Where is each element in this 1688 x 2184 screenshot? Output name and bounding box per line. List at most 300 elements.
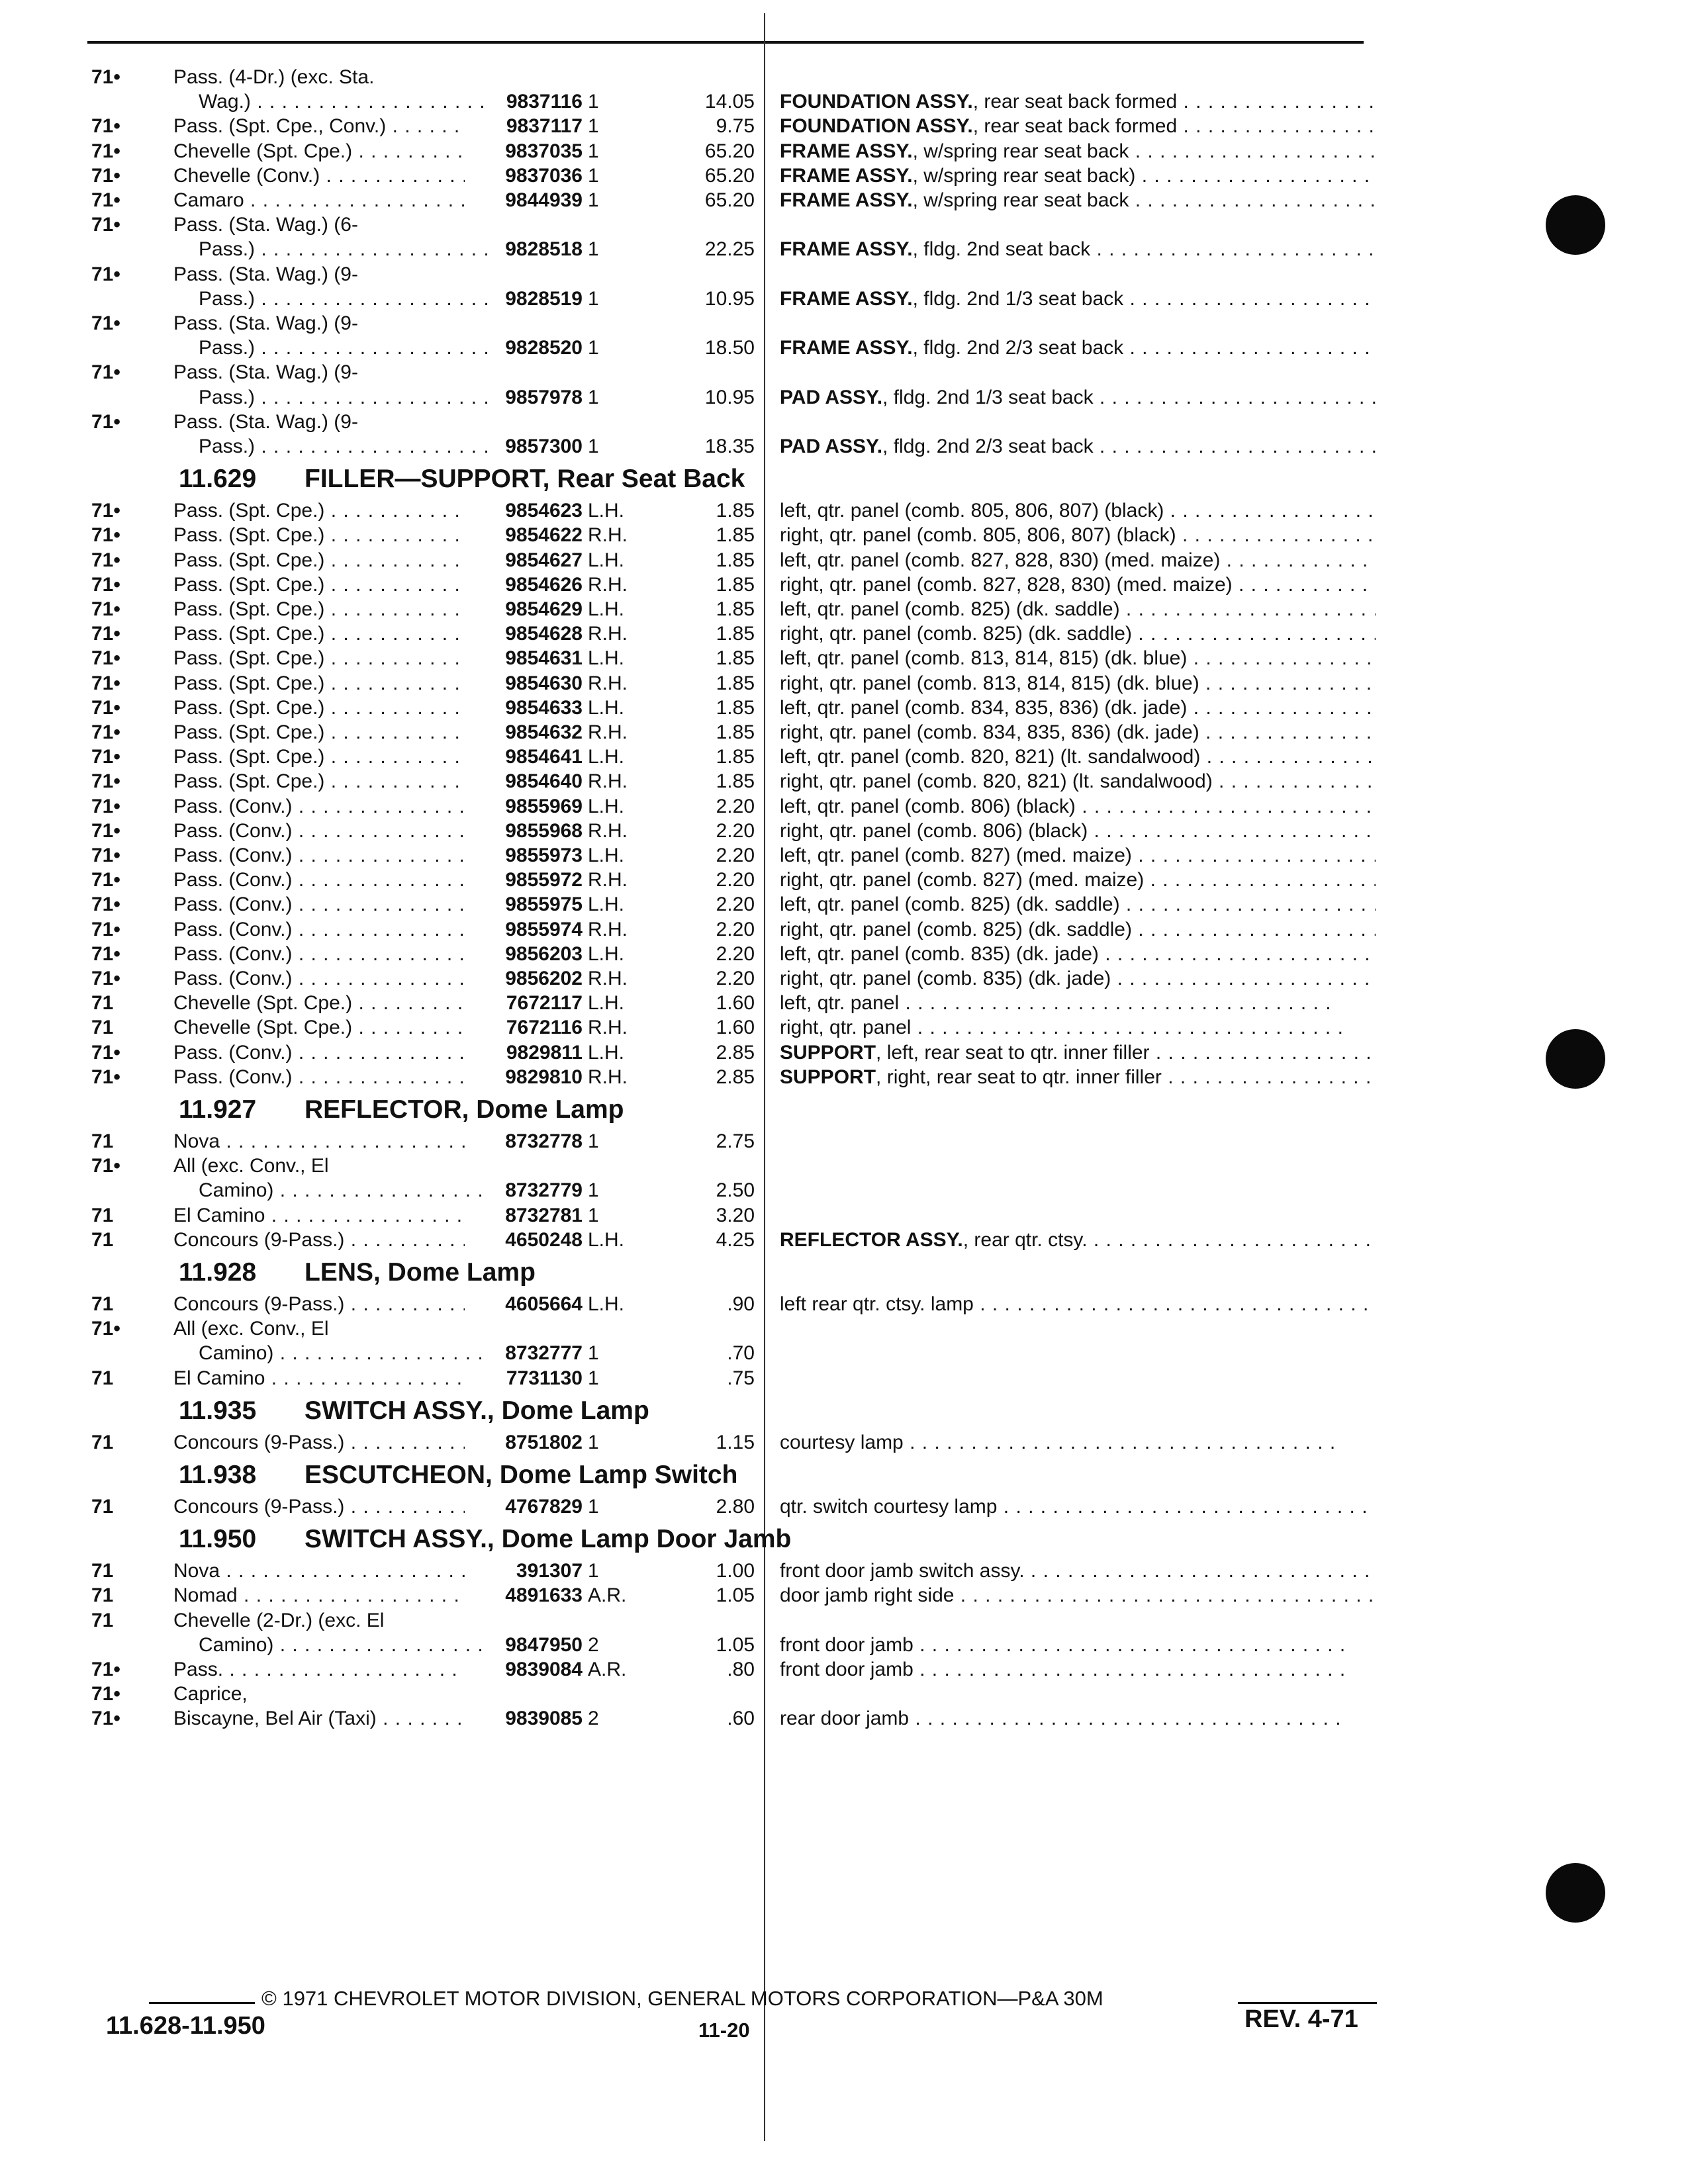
quantity: 1 xyxy=(588,164,599,187)
part-row xyxy=(0,1706,1390,1731)
description xyxy=(780,671,1376,696)
description xyxy=(780,1040,1376,1066)
description-text: right, qtr. panel (comb. 835) (dk. jade) xyxy=(780,968,1111,989)
part-row xyxy=(0,1203,1390,1228)
description xyxy=(780,434,1376,459)
description xyxy=(780,1657,1376,1682)
application: Nomad . . . xyxy=(173,1583,465,1608)
part-row xyxy=(0,434,1390,459)
part-row xyxy=(0,1228,1390,1253)
description xyxy=(780,696,1376,721)
part-number: 9855969 xyxy=(505,795,583,817)
description xyxy=(780,498,1376,523)
description-bold: FRAME ASSY. xyxy=(780,337,913,359)
model-year: 71• xyxy=(91,623,120,645)
model-year: 71• xyxy=(91,770,120,793)
part-number: 9855975 xyxy=(505,893,583,916)
model-year: 71• xyxy=(91,66,120,88)
description-bold: SUPPORT xyxy=(780,1041,876,1064)
application: Camino) . . . xyxy=(199,1341,490,1366)
model-year: 71• xyxy=(91,1318,120,1340)
price: 1.85 xyxy=(716,598,755,620)
quantity: 2 xyxy=(588,1633,599,1656)
part-row xyxy=(0,1608,1390,1633)
price: .70 xyxy=(727,1342,755,1365)
application: Pass. (Conv.) . . . xyxy=(173,917,465,942)
model-year: 71• xyxy=(91,410,120,433)
part-number: 391307 xyxy=(516,1560,583,1582)
section-number: 11.927 xyxy=(179,1095,257,1124)
part-row xyxy=(0,892,1390,917)
part-number: 9854622 xyxy=(505,524,583,547)
application: Pass. (Spt. Cpe.) . . . xyxy=(173,621,465,647)
application: Pass. (Conv.) . . . xyxy=(173,843,465,868)
section-header xyxy=(179,1256,536,1289)
application: Chevelle (2-Dr.) (exc. El xyxy=(173,1609,385,1631)
application: Pass.) . . . xyxy=(199,434,490,459)
application: Pass. (Sta. Wag.) (9- xyxy=(173,312,358,334)
quantity: L.H. xyxy=(588,844,625,866)
part-number: 9855968 xyxy=(505,819,583,842)
quantity: 1 xyxy=(588,1342,599,1365)
part-row xyxy=(0,237,1390,262)
price: 2.20 xyxy=(716,942,755,965)
price: 2.20 xyxy=(716,819,755,842)
part-number: 9854629 xyxy=(505,598,583,620)
price: 1.85 xyxy=(716,721,755,743)
model-year: 71 xyxy=(91,1431,114,1453)
description-text: left, qtr. panel (comb. 825) (dk. saddle) xyxy=(780,598,1120,620)
description-text: front door jamb xyxy=(780,1659,914,1680)
application: Pass. (Spt. Cpe.) . . . xyxy=(173,646,465,671)
price: 10.95 xyxy=(704,287,755,310)
application: Wag.) . . . xyxy=(199,89,490,114)
part-row xyxy=(0,139,1390,164)
description xyxy=(780,646,1376,671)
part-number: 8732781 xyxy=(505,1204,583,1226)
quantity: L.H. xyxy=(588,1228,625,1251)
part-number: 9854640 xyxy=(505,770,583,793)
part-number: 9854626 xyxy=(505,573,583,596)
part-row xyxy=(0,1316,1390,1342)
description xyxy=(780,114,1376,139)
part-row xyxy=(0,212,1390,238)
description-bold: FRAME ASSY. xyxy=(780,238,913,261)
part-row xyxy=(0,523,1390,548)
description xyxy=(780,572,1376,598)
model-year: 71• xyxy=(91,263,120,285)
section-title: SWITCH ASSY., Dome Lamp Door Jamb xyxy=(305,1525,792,1554)
application: Pass. (Spt. Cpe.) . . . xyxy=(173,523,465,548)
part-row xyxy=(0,917,1390,942)
description-text: , left, rear seat to qtr. inner filler xyxy=(876,1041,1150,1064)
price: 1.85 xyxy=(716,770,755,793)
model-year: 71• xyxy=(91,189,120,211)
model-year: 71• xyxy=(91,819,120,842)
quantity: R.H. xyxy=(588,721,628,743)
part-row xyxy=(0,597,1390,622)
description xyxy=(780,523,1376,548)
description xyxy=(780,819,1376,844)
application: El Camino . . . xyxy=(173,1203,465,1228)
part-row xyxy=(0,1129,1390,1154)
part-number: 4605664 xyxy=(505,1293,583,1315)
quantity: 1 xyxy=(588,238,599,261)
part-number: 7731130 xyxy=(506,1367,583,1389)
application: Nova . . . xyxy=(173,1129,465,1154)
quantity: L.H. xyxy=(588,795,625,817)
description xyxy=(780,1015,1376,1040)
quantity: L.H. xyxy=(588,942,625,965)
description-text: left, qtr. panel (comb. 827) (med. maize) xyxy=(780,844,1132,866)
quantity: L.H. xyxy=(588,992,625,1015)
quantity: 1 xyxy=(588,1496,599,1518)
price: 2.80 xyxy=(716,1496,755,1518)
application: Biscayne, Bel Air (Taxi) . . . xyxy=(173,1706,465,1731)
part-row xyxy=(0,1366,1390,1391)
description-text: left, qtr. panel (comb. 827, 828, 830) (med. maize) xyxy=(780,549,1221,571)
description-text: left, qtr. panel (comb. 813, 814, 815) (dk. blue) xyxy=(780,647,1188,670)
application: Pass. (Spt. Cpe.) . . . xyxy=(173,769,465,794)
quantity: 1 xyxy=(588,1560,599,1582)
description xyxy=(780,139,1376,164)
quantity: 1 xyxy=(588,1367,599,1389)
application: Pass. (Conv.) . . . xyxy=(173,1040,465,1066)
price: 2.50 xyxy=(716,1179,755,1202)
application: Pass. (Conv.) . . . xyxy=(173,892,465,917)
quantity: 1 xyxy=(588,115,599,138)
price: 22.25 xyxy=(704,238,755,261)
description-text: left, qtr. panel (comb. 825) (dk. saddle) xyxy=(780,893,1120,916)
part-row xyxy=(0,621,1390,647)
application: Pass. (Conv.) . . . xyxy=(173,794,465,819)
description xyxy=(780,966,1376,991)
model-year: 71• xyxy=(91,968,120,989)
description-text: left rear qtr. ctsy. lamp xyxy=(780,1293,974,1315)
section-header xyxy=(179,1394,649,1428)
application: Chevelle (Conv.) . . . xyxy=(173,163,465,189)
description xyxy=(780,237,1376,262)
application: Pass. (Sta. Wag.) (9- xyxy=(173,410,358,433)
price: .75 xyxy=(727,1367,755,1389)
page-range: 11.628-11.950 xyxy=(106,2012,265,2040)
part-row xyxy=(0,991,1390,1016)
part-number: 9829811 xyxy=(506,1041,583,1064)
model-year: 71 xyxy=(91,1560,114,1582)
part-number: 4891633 xyxy=(505,1584,583,1607)
description-text: right, qtr. panel xyxy=(780,1017,912,1039)
application: All (exc. Conv., El xyxy=(173,1318,329,1340)
description-text: , fldg. 2nd 2/3 seat back xyxy=(882,435,1094,457)
description-text: left, qtr. panel (comb. 805, 806, 807) (black) xyxy=(780,500,1164,522)
price: 10.95 xyxy=(704,386,755,408)
part-row xyxy=(0,360,1390,385)
part-number: 9837035 xyxy=(505,140,583,162)
part-number: 9854630 xyxy=(505,672,583,694)
price: 1.85 xyxy=(716,573,755,596)
quantity: L.H. xyxy=(588,647,625,670)
application: Pass.) . . . xyxy=(199,385,490,410)
quantity: A.R. xyxy=(588,1584,627,1607)
price: 1.00 xyxy=(716,1560,755,1582)
application: Pass. (Sta. Wag.) (9- xyxy=(173,361,358,384)
description-text: qtr. switch courtesy lamp xyxy=(780,1496,998,1518)
description-text: , rear seat back formed xyxy=(972,91,1178,113)
description-bold: FRAME ASSY. xyxy=(780,189,913,211)
quantity: R.H. xyxy=(588,1066,628,1088)
description-text: right, qtr. panel (comb. 825) (dk. saddle) xyxy=(780,918,1132,940)
part-row xyxy=(0,1633,1390,1658)
model-year: 71• xyxy=(91,893,120,916)
part-row xyxy=(0,769,1390,794)
description-text: , w/spring rear seat back xyxy=(912,189,1129,211)
part-number: 9837116 xyxy=(506,91,583,113)
part-row xyxy=(0,671,1390,696)
description-text: right, qtr. panel (comb. 805, 806, 807) (black) xyxy=(780,524,1176,547)
part-row xyxy=(0,745,1390,770)
part-row xyxy=(0,1430,1390,1455)
model-year: 71• xyxy=(91,869,120,891)
quantity: 1 xyxy=(588,1204,599,1226)
model-year: 71• xyxy=(91,1066,120,1088)
price: 2.20 xyxy=(716,869,755,891)
quantity: R.H. xyxy=(588,623,628,645)
price: 1.85 xyxy=(716,746,755,768)
quantity: 1 xyxy=(588,435,599,457)
price: .90 xyxy=(727,1293,755,1315)
model-year: 71 xyxy=(91,1367,114,1389)
price: 1.60 xyxy=(716,1017,755,1039)
model-year: 71• xyxy=(91,844,120,866)
binder-hole-top xyxy=(1546,195,1605,255)
part-number: 8751802 xyxy=(505,1431,583,1453)
description xyxy=(780,1430,1376,1455)
section-title: FILLER—SUPPORT, Rear Seat Back xyxy=(305,465,745,494)
part-row xyxy=(0,868,1390,893)
description-text: , fldg. 2nd 1/3 seat back xyxy=(882,386,1094,408)
application: Pass. (Spt. Cpe.) . . . xyxy=(173,720,465,745)
description xyxy=(780,1583,1376,1608)
model-year: 71 xyxy=(91,1204,114,1226)
description xyxy=(780,548,1376,573)
description-text: , rear qtr. ctsy. xyxy=(962,1228,1088,1251)
price: 2.20 xyxy=(716,795,755,817)
footer-rule-left xyxy=(149,2002,255,2004)
part-row xyxy=(0,385,1390,410)
description-text: front door jamb switch assy. xyxy=(780,1560,1025,1582)
price: .60 xyxy=(727,1707,755,1730)
application: Pass. (Conv.) . . . xyxy=(173,819,465,844)
revision-label: REV. 4-71 xyxy=(1244,2005,1358,2033)
application: Chevelle (Spt. Cpe.) . . . xyxy=(173,1015,465,1040)
model-year: 71 xyxy=(91,1017,114,1039)
description-bold: FRAME ASSY. xyxy=(780,140,913,162)
page-number: 11-20 xyxy=(698,2019,750,2042)
section-title: REFLECTOR, Dome Lamp xyxy=(305,1095,624,1124)
description-bold: REFLECTOR ASSY. xyxy=(780,1228,963,1251)
part-row xyxy=(0,548,1390,573)
price: 2.20 xyxy=(716,893,755,916)
model-year: 71• xyxy=(91,140,120,162)
description xyxy=(780,892,1376,917)
description xyxy=(780,942,1376,967)
description-text: left, qtr. panel (comb. 835) (dk. jade) xyxy=(780,942,1099,965)
application: Pass. (Sta. Wag.) (9- xyxy=(173,263,358,285)
part-row xyxy=(0,311,1390,336)
quantity: L.H. xyxy=(588,696,625,719)
price: 2.20 xyxy=(716,918,755,940)
binder-hole-bottom xyxy=(1546,1863,1605,1923)
application: Chevelle (Spt. Cpe.) . . . xyxy=(173,139,465,164)
model-year: 71• xyxy=(91,647,120,670)
part-number: 9828518 xyxy=(505,238,583,261)
part-number: 9854627 xyxy=(505,549,583,571)
quantity: A.R. xyxy=(588,1659,627,1680)
section-title: LENS, Dome Lamp xyxy=(305,1258,536,1287)
model-year: 71• xyxy=(91,598,120,620)
model-year: 71• xyxy=(91,361,120,384)
description-text: right, qtr. panel (comb. 827) (med. maize) xyxy=(780,869,1145,891)
quantity: 1 xyxy=(588,386,599,408)
quantity: 1 xyxy=(588,337,599,359)
part-row xyxy=(0,114,1390,139)
description-bold: FOUNDATION ASSY. xyxy=(780,91,973,113)
application: Pass. (4-Dr.) (exc. Sta. xyxy=(173,66,375,88)
quantity: R.H. xyxy=(588,770,628,793)
application: Pass. . . . xyxy=(173,1657,465,1682)
application: Pass. (Spt. Cpe.) . . . xyxy=(173,696,465,721)
part-row xyxy=(0,1657,1390,1682)
model-year: 71• xyxy=(91,1041,120,1064)
description xyxy=(780,843,1376,868)
part-number: 9854632 xyxy=(505,721,583,743)
application: Pass. (Conv.) . . . xyxy=(173,868,465,893)
part-number: 9837036 xyxy=(505,164,583,187)
description xyxy=(780,1706,1376,1731)
part-row xyxy=(0,410,1390,435)
price: 65.20 xyxy=(704,189,755,211)
application: Pass. (Conv.) . . . xyxy=(173,1065,465,1090)
application: Concours (9-Pass.) . . . xyxy=(173,1292,465,1317)
section-title: ESCUTCHEON, Dome Lamp Switch xyxy=(305,1461,738,1489)
description xyxy=(780,336,1376,361)
part-number: 8732779 xyxy=(505,1179,583,1202)
model-year: 71• xyxy=(91,795,120,817)
part-number: 9837117 xyxy=(506,115,583,138)
application: Concours (9-Pass.) . . . xyxy=(173,1228,465,1253)
description-text: door jamb right side xyxy=(780,1584,955,1607)
quantity: L.H. xyxy=(588,893,625,916)
section-number: 11.950 xyxy=(179,1525,257,1554)
quantity: 1 xyxy=(588,1431,599,1453)
quantity: 1 xyxy=(588,91,599,113)
quantity: R.H. xyxy=(588,1017,628,1039)
quantity: L.H. xyxy=(588,1041,625,1064)
price: 2.20 xyxy=(716,844,755,866)
model-year: 71• xyxy=(91,746,120,768)
description xyxy=(780,1228,1376,1253)
price: 14.05 xyxy=(704,91,755,113)
description-bold: SUPPORT xyxy=(780,1066,876,1088)
quantity: 1 xyxy=(588,287,599,310)
description xyxy=(780,621,1376,647)
application: Pass. (Spt. Cpe.) . . . xyxy=(173,671,465,696)
part-number: 9854623 xyxy=(505,500,583,522)
part-row xyxy=(0,942,1390,967)
model-year: 71• xyxy=(91,721,120,743)
description-text: left, qtr. panel xyxy=(780,992,900,1015)
description xyxy=(780,597,1376,622)
description-text: left, qtr. panel (comb. 834, 835, 836) (dk. jade) xyxy=(780,696,1188,719)
description-text: , fldg. 2nd seat back xyxy=(912,238,1091,261)
description-text: , fldg. 2nd 2/3 seat back xyxy=(912,337,1124,359)
quantity: R.H. xyxy=(588,573,628,596)
description-bold: PAD ASSY. xyxy=(780,386,883,408)
price: 2.85 xyxy=(716,1041,755,1064)
description-text: right, qtr. panel (comb. 834, 835, 836) (dk. jade) xyxy=(780,721,1199,743)
quantity: 2 xyxy=(588,1707,599,1730)
price: 1.85 xyxy=(716,647,755,670)
part-number: 9839084 xyxy=(505,1659,583,1680)
part-number: 9857300 xyxy=(505,435,583,457)
footer-rule-right xyxy=(1238,2002,1377,2004)
part-number: 9855972 xyxy=(505,869,583,891)
part-row xyxy=(0,65,1390,90)
part-row xyxy=(0,498,1390,523)
price: 1.85 xyxy=(716,672,755,694)
description xyxy=(780,720,1376,745)
description xyxy=(780,868,1376,893)
footer-copyright: © 1971 CHEVROLET MOTOR DIVISION, GENERAL MOTORS CORPORATION—P&A 30M xyxy=(261,1987,1103,2010)
model-year: 71 xyxy=(91,1584,114,1607)
part-number: 9855974 xyxy=(505,918,583,940)
model-year: 71• xyxy=(91,214,120,236)
price: 18.35 xyxy=(704,435,755,457)
description-text: left, qtr. panel (comb. 820, 821) (lt. sandalwood) xyxy=(780,746,1201,768)
part-row xyxy=(0,1682,1390,1707)
application: Caprice, xyxy=(173,1683,248,1706)
description xyxy=(780,991,1376,1016)
model-year: 71 xyxy=(91,1293,114,1315)
description-text: right, qtr. panel (comb. 820, 821) (lt. sandalwood) xyxy=(780,770,1213,793)
application: All (exc. Conv., El xyxy=(173,1155,329,1177)
part-number: 9844939 xyxy=(505,189,583,211)
section-number: 11.938 xyxy=(179,1461,257,1489)
part-number: 8732778 xyxy=(505,1130,583,1152)
description-bold: PAD ASSY. xyxy=(780,435,883,457)
model-year: 71• xyxy=(91,918,120,940)
description xyxy=(780,1065,1376,1090)
part-number: 9847950 xyxy=(505,1633,583,1656)
model-year: 71• xyxy=(91,524,120,547)
description-bold: FOUNDATION ASSY. xyxy=(780,115,973,138)
model-year: 71• xyxy=(91,1659,120,1680)
application: Pass. (Conv.) . . . xyxy=(173,942,465,967)
part-row xyxy=(0,188,1390,213)
section-title: SWITCH ASSY., Dome Lamp xyxy=(305,1396,649,1425)
price: 1.85 xyxy=(716,623,755,645)
part-row xyxy=(0,1583,1390,1608)
description-text: , right, rear seat to qtr. inner filler xyxy=(876,1066,1162,1088)
application: Pass. (Sta. Wag.) (6- xyxy=(173,214,358,236)
part-row xyxy=(0,262,1390,287)
model-year: 71 xyxy=(91,1130,114,1152)
application: El Camino . . . xyxy=(173,1366,465,1391)
price: 18.50 xyxy=(704,337,755,359)
section-header xyxy=(179,1093,624,1126)
quantity: L.H. xyxy=(588,549,625,571)
application: Pass. (Spt. Cpe., Conv.) . . . xyxy=(173,114,465,139)
